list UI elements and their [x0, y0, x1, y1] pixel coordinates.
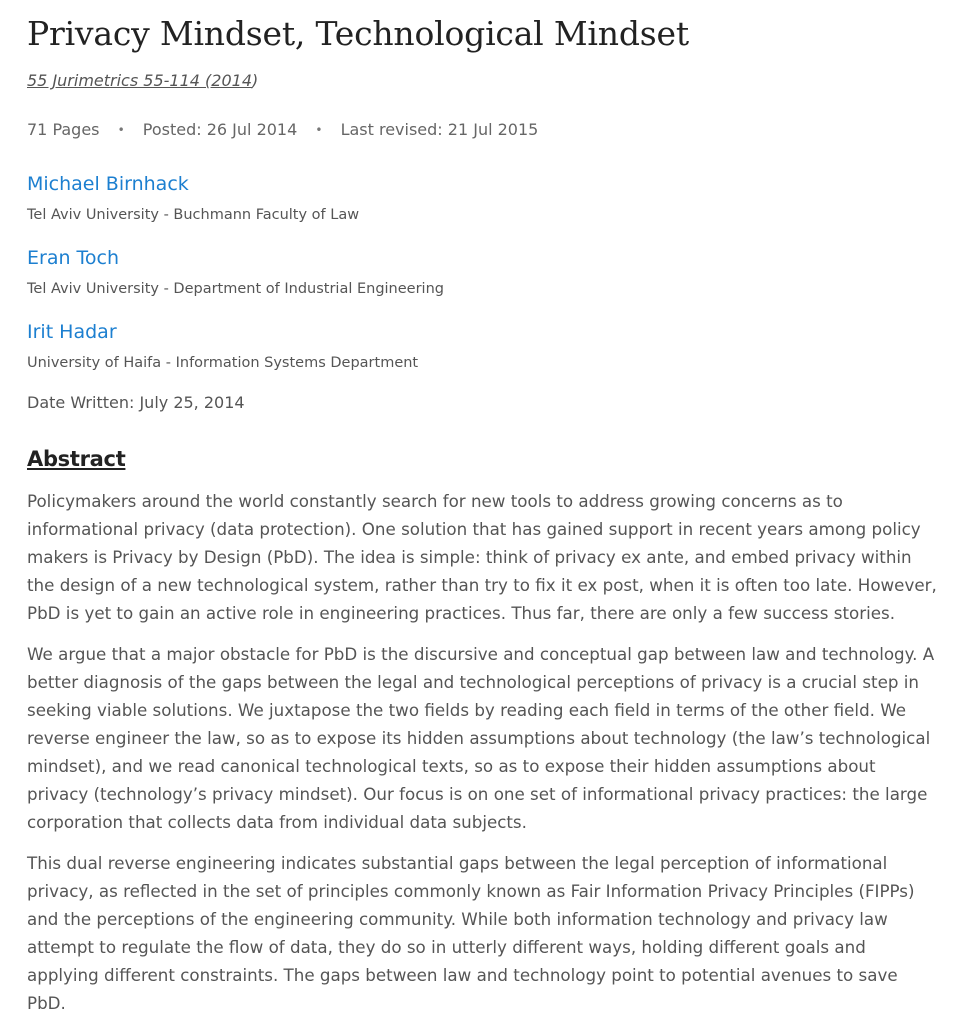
abstract-paragraph: We argue that a major obstacle for PbD is the discursive and conceptual gap between law and technology. A better diagnosis of the gaps between the legal and technological perceptions of privacy is a crucial step in seeking viable solutions. We juxtapose the two fields by reading each field in terms of the other field. We reverse engineer the law, so as to expose its hidden assumptions about technology (the law’s technological mindset), and we read canonical technological texts, so as to expose their hidden assumptions about privacy (technology’s privacy mindset). Our focus is on one set of informational privacy practices: the large corporation that collects data from individual data subjects. [27, 644, 935, 832]
last-revised-date: Last revised: 21 Jul 2015 [340, 120, 539, 139]
abstract-paragraph: Policymakers around the world constantly search for new tools to address growing concerns as to informational privacy (data protection). One solution that has gained support in recent years among policy makers is Privacy by Design (PbD). The idea is simple: think of privacy ex ante, and embed privacy within the design of a new technological system, rather than try to fix it ex post, when it is often too late. However, PbD is yet to gain an active role in engineering practices. Thus far, there are only a few success stories. [27, 491, 937, 623]
meta-separator: • [117, 123, 125, 137]
page-count: 71 Pages [27, 120, 100, 139]
author-affiliation: Tel Aviv University - Buchmann Faculty of Law [27, 207, 360, 223]
paper-meta [27, 120, 538, 139]
author-affiliation: Tel Aviv University - Department of Industrial Engineering [27, 281, 444, 297]
author-name-link[interactable]: Eran Toch [27, 247, 120, 269]
paper-title: Privacy Mindset, Technological Mindset [27, 14, 689, 53]
author-name-link[interactable]: Irit Hadar [27, 321, 117, 343]
posted-date: Posted: 26 Jul 2014 [142, 120, 298, 139]
abstract-body [27, 487, 939, 1030]
abstract-heading: Abstract [27, 447, 126, 471]
author-affiliation: University of Haifa - Information Systems Department [27, 355, 419, 371]
abstract-paragraph: This dual reverse engineering indicates substantial gaps between the legal perception of informational privacy, as reflected in the set of principles commonly known as Fair Information Privacy Principles (FIPPs) and the perceptions of the engineering community. While both information technology and privacy law attempt to regulate the flow of data, they do so in utterly different ways, holding different goals and applying different constraints. The gaps between law and technology point to potential avenues to save PbD. [27, 853, 915, 1013]
meta-separator: • [315, 123, 323, 137]
author-name-link[interactable]: Michael Birnhack [27, 173, 189, 195]
journal-citation [27, 71, 258, 90]
citation-link[interactable]: 55 Jurimetrics 55-114 (2014 [27, 71, 252, 90]
date-written: Date Written: July 25, 2014 [27, 393, 245, 412]
citation-close-paren: ) [252, 71, 259, 90]
